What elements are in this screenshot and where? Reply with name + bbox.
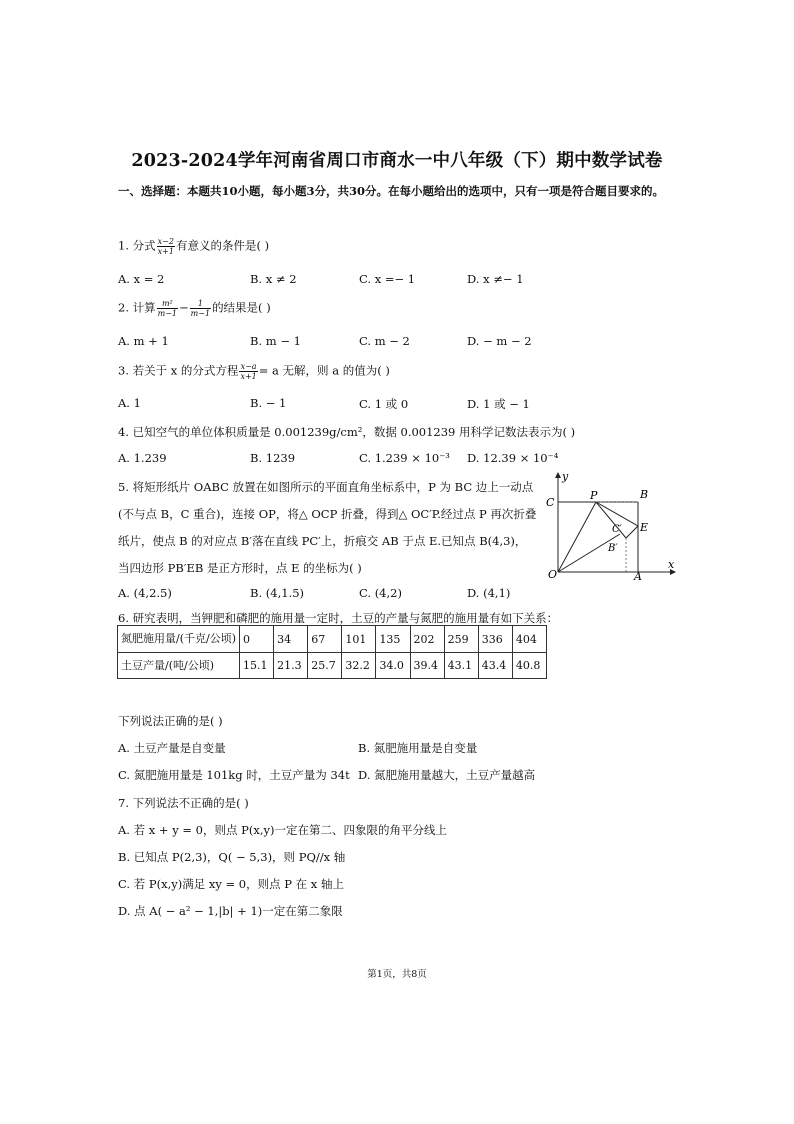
q5-option-d[interactable]: D. (4,1) [467, 586, 511, 600]
q2-fraction-1: $\frac{\text{m²}}{m-1}$ [157, 299, 178, 318]
question-1 [118, 237, 269, 256]
q6-option-a[interactable]: A. 土豆产量是自变量 [118, 741, 226, 755]
question-5-line-3: 纸片，使点 B 的对应点 B′落在直线 PC′上，折痕交 AB 于点 E.已知点 B(4,3)， [118, 534, 527, 548]
question-7: 7. 下列说法不正确的是( ) [118, 796, 249, 810]
label-c-prime: C′ [612, 524, 622, 535]
section-heading: 一、选择题：本题共10小题，每小题3分，共30分。在每小题给出的选项中，只有一项是符合题目要求的。 [118, 184, 665, 198]
table-row [118, 653, 547, 679]
table-cell: 43.4 [478, 653, 512, 679]
q3-prefix: 3. 若关于 x 的分式方程 [118, 363, 239, 378]
q3-option-d[interactable]: D. 1 或 − 1 [467, 397, 530, 411]
table-cell: 101 [342, 626, 376, 653]
question-5-line-1: 5. 将矩形纸片 OABC 放置在如图所示的平面直角坐标系中，P 为 BC 边上一动点 [118, 480, 534, 494]
q2-option-a[interactable]: A. m + 1 [118, 334, 169, 348]
q3-fraction: $\frac{x-a}{x+1}$ [240, 362, 257, 381]
page-footer: 第1页，共8页 [367, 969, 427, 980]
q4-option-d[interactable]: D. 12.39 × 10⁻⁴ [467, 451, 559, 465]
q2-option-c[interactable]: C. m − 2 [359, 334, 410, 348]
label-b-prime: B′ [608, 543, 618, 554]
table-cell: 202 [410, 626, 444, 653]
question-2 [118, 299, 271, 318]
q3-option-c[interactable]: C. 1 或 0 [359, 397, 409, 411]
label-e: E [640, 521, 649, 534]
q6-option-d[interactable]: D. 氮肥施用量越大，土豆产量越高 [358, 768, 536, 782]
q5-option-a[interactable]: A. (4,2.5) [118, 586, 172, 600]
question-3 [118, 362, 390, 381]
label-b: B [640, 488, 649, 501]
q5-option-b[interactable]: B. (4,1.5) [250, 586, 304, 600]
table-header-nitrogen: 氮肥施用量/(千克/公顷) [118, 626, 240, 653]
q6-option-c[interactable]: C. 氮肥施用量是 101kg 时，土豆产量为 34t [118, 768, 350, 782]
q4-option-b[interactable]: B. 1239 [250, 451, 296, 465]
y-axis-arrow-icon [555, 472, 561, 478]
table-cell: 404 [512, 626, 546, 653]
table-cell: 336 [478, 626, 512, 653]
q1-prefix: 1. 分式 [118, 238, 156, 253]
page-title: 2023-2024学年河南省周口市商水一中八年级（下）期中数学试卷 [131, 151, 663, 171]
table-row [118, 626, 547, 653]
table-cell: 39.4 [410, 653, 444, 679]
table-header-yield: 土豆产量/(吨/公顷) [118, 653, 240, 679]
q1-option-d[interactable]: D. x ≠− 1 [467, 272, 524, 286]
q2-minus: − [179, 300, 189, 315]
q3-suffix: = a 无解，则 a 的值为( ) [258, 363, 390, 378]
segment-b-prime-e [626, 526, 638, 538]
q3-option-a[interactable]: A. 1 [118, 396, 141, 410]
table-cell: 259 [444, 626, 478, 653]
table-cell: 43.1 [444, 653, 478, 679]
question-6: 6. 研究表明，当钾肥和磷肥的施用量一定时，土豆的产量与氮肥的施用量有如下关系： [118, 611, 559, 625]
segment-pe [596, 502, 638, 526]
q4-option-c[interactable]: C. 1.239 × 10⁻³ [359, 451, 450, 465]
table-cell: 67 [308, 626, 342, 653]
q5-option-c[interactable]: C. (4,2) [359, 586, 402, 600]
fertilizer-yield-table [117, 625, 547, 679]
q1-option-c[interactable]: C. x =− 1 [359, 272, 416, 286]
table-cell: 34.0 [376, 653, 410, 679]
label-p: P [590, 489, 598, 502]
label-x: x [668, 558, 675, 571]
q2-prefix: 2. 计算 [118, 300, 156, 315]
q1-suffix: 有意义的条件是( ) [175, 238, 270, 253]
table-cell: 25.7 [308, 653, 342, 679]
question-5-line-2: (不与点 B，C 重合)，连接 OP，将△ OCP 折叠，得到△ OC′P.经过点 P 再次折叠 [118, 507, 537, 521]
label-c: C [546, 496, 555, 509]
q2-option-b[interactable]: B. m − 1 [250, 334, 301, 348]
table-cell: 135 [376, 626, 410, 653]
q4-option-a[interactable]: A. 1.239 [118, 451, 167, 465]
table-cell: 21.3 [274, 653, 308, 679]
table-cell: 32.2 [342, 653, 376, 679]
question-4: 4. 已知空气的单位体积质量是 0.001239g/cm²，数据 0.001239 用科学记数法表示为( ) [118, 425, 576, 439]
q6-option-b[interactable]: B. 氮肥施用量是自变量 [358, 741, 478, 755]
q7-option-a[interactable]: A. 若 x + y = 0，则点 P(x,y)一定在第二、四象限的角平分线上 [118, 823, 447, 837]
q6-question: 下列说法正确的是( ) [118, 714, 223, 728]
question-5-line-4: 当四边形 PB′EB 是正方形时，点 E 的坐标为( ) [118, 561, 362, 575]
q7-option-d[interactable]: D. 点 A( − a² − 1,|b| + 1)一定在第二象限 [118, 904, 343, 918]
q3-option-b[interactable]: B. − 1 [250, 396, 287, 410]
segment-op [558, 502, 596, 572]
q2-suffix: 的结果是( ) [212, 300, 271, 315]
label-a: A [634, 570, 642, 582]
q7-option-c[interactable]: C. 若 P(x,y)满足 xy = 0，则点 P 在 x 轴上 [118, 877, 344, 891]
table-cell: 15.1 [240, 653, 274, 679]
q1-option-a[interactable]: A. x = 2 [118, 272, 165, 286]
q1-option-b[interactable]: B. x ≠ 2 [250, 272, 297, 286]
table-cell: 34 [274, 626, 308, 653]
q5-geometry-figure [540, 470, 680, 582]
q1-fraction: $\frac{x-2}{x+1}$ [157, 237, 174, 256]
q2-option-d[interactable]: D. − m − 2 [467, 334, 532, 348]
q7-option-b[interactable]: B. 已知点 P(2,3)，Q( − 5,3)，则 PQ//x 轴 [118, 850, 346, 864]
q2-fraction-2: $\frac{1}{m-1}$ [190, 299, 211, 318]
label-o: O [548, 568, 558, 581]
table-cell: 0 [240, 626, 274, 653]
table-cell: 40.8 [512, 653, 546, 679]
label-y: y [562, 470, 569, 483]
